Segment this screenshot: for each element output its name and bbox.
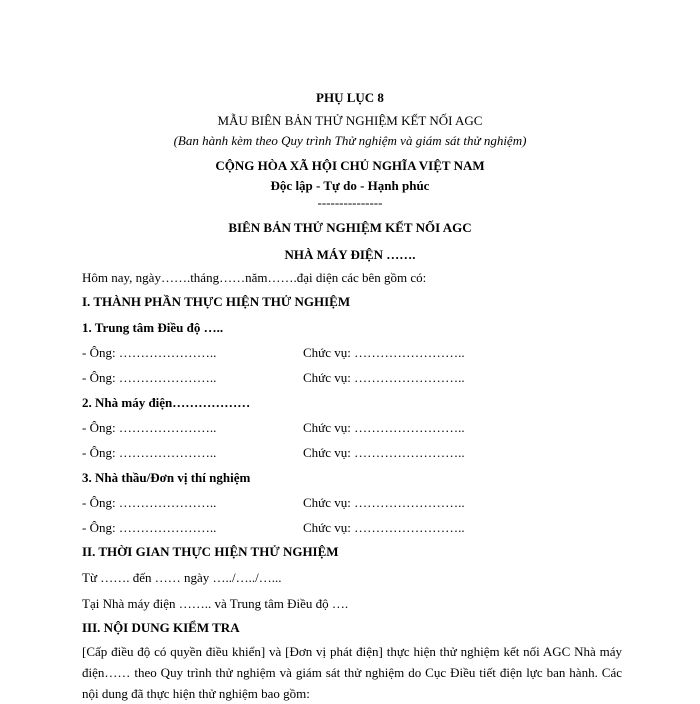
issued-note: (Ban hành kèm theo Quy trình Thử nghiệm và giám sát thử nghiệm): [173, 133, 527, 148]
national-motto: Độc lập - Tự do - Hạnh phúc: [270, 178, 430, 193]
group-3-row-1-position: Chức vụ: ……………………..: [303, 495, 465, 510]
group-1-heading: 1. Trung tâm Điều độ …..: [82, 320, 224, 335]
section-2-title: II. THỜI GIAN THỰC HIỆN THỬ NGHIỆM: [82, 544, 339, 559]
group-2-row-2-name: - Ông: …………………..: [82, 445, 217, 460]
section-1-title: I. THÀNH PHẦN THỰC HIỆN THỬ NGHIỆM: [82, 294, 351, 309]
group-2-row-1-name: - Ông: …………………..: [82, 420, 217, 435]
intro-line: Hôm nay, ngày…….tháng……năm…….đại diện các bên gồm có:: [82, 270, 427, 285]
time-line: Từ ……. đến …… ngày …../…../…...: [82, 570, 282, 585]
group-3-row-2-name: - Ông: …………………..: [82, 520, 217, 535]
group-1-row-1-name: - Ông: …………………..: [82, 345, 217, 360]
group-2-row-2-position: Chức vụ: ……………………..: [303, 445, 465, 460]
plant-name: NHÀ MÁY ĐIỆN …….: [284, 247, 416, 262]
document-title: BIÊN BẢN THỬ NGHIỆM KẾT NỐI AGC: [228, 220, 472, 235]
form-title: MẪU BIÊN BẢN THỬ NGHIỆM KẾT NỐI AGC: [217, 113, 483, 128]
group-3-heading: 3. Nhà thầu/Đơn vị thí nghiệm: [82, 470, 251, 485]
group-2-row-1-position: Chức vụ: ……………………..: [303, 420, 465, 435]
section-3-paragraph: [Cấp điều độ có quyền điều khiển] và [Đơn vị phát điện] thực hiện thử nghiệm kết nối AGC Nhà máy điện…… theo Quy trình thử nghiệm và giám sát thử nghiệm do Cục Điều tiết điện lực ban hành. Các nội dung đã thực hiện thử nghiệm bao gồm:: [82, 644, 622, 701]
group-3-row-1-name: - Ông: …………………..: [82, 495, 217, 510]
group-2-heading: 2. Nhà máy điện………………: [82, 395, 251, 410]
section-3-title: III. NỘI DUNG KIỂM TRA: [82, 620, 240, 635]
place-line: Tại Nhà máy điện …….. và Trung tâm Điều độ ….: [82, 596, 349, 611]
country-name: CỘNG HÒA XÃ HỘI CHỦ NGHĨA VIỆT NAM: [215, 158, 485, 173]
header-divider: ---------------: [317, 195, 383, 210]
appendix-label: PHỤ LỤC 8: [316, 90, 384, 105]
group-1-row-2-position: Chức vụ: ……………………..: [303, 370, 465, 385]
group-1-row-2-name: - Ông: …………………..: [82, 370, 217, 385]
group-1-row-1-position: Chức vụ: ……………………..: [303, 345, 465, 360]
group-3-row-2-position: Chức vụ: ……………………..: [303, 520, 465, 535]
